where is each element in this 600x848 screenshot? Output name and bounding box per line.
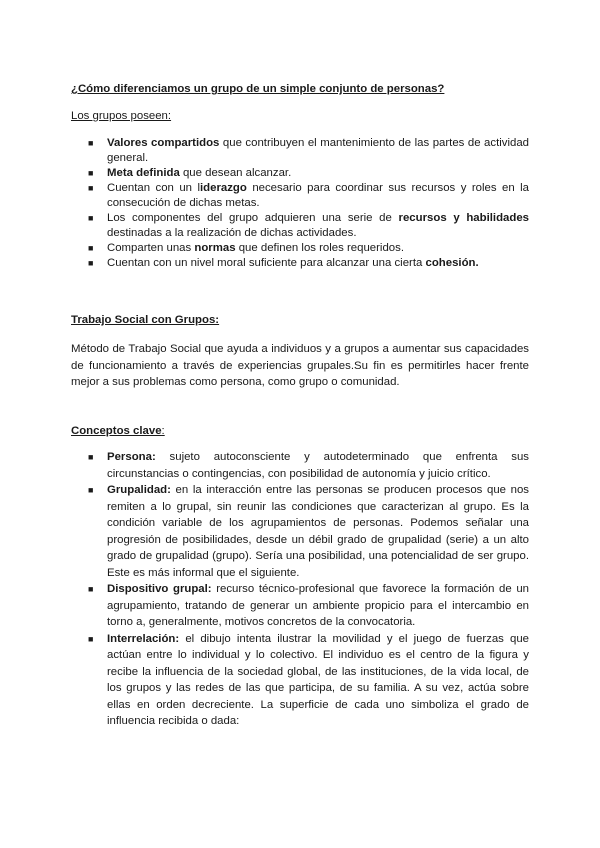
list-item [0, 181, 529, 211]
bullet-icon: ■ [88, 258, 94, 268]
list-item [0, 482, 529, 581]
item-text: sujeto autoconsciente y autodeterminado que enfrenta sus circunstancias o contingencias, con posibilidad de autonomía y juicio crítico. [107, 451, 529, 480]
item-text: Cuentan con un nivel moral suficiente para alcanzar una cierta [107, 257, 426, 269]
key-concepts-heading [71, 425, 165, 437]
groups-have-label: Los grupos poseen: [71, 110, 172, 122]
list-item [0, 241, 529, 256]
item-bold: Valores compartidos [107, 137, 220, 149]
item-text: recurso técnico-profesional que favorece la formación de un agrupamiento, tratando de generar un ambiente propicio para el intercambio en torno a, generalmente, motivos concretos de la convocatoria. [107, 583, 529, 628]
item-text: que definen los roles requeridos. [235, 242, 404, 254]
item-bold: normas [194, 242, 236, 254]
key-concepts-colon: : [161, 425, 165, 437]
item-text: destinadas a la realización de dichas actividades. [107, 227, 357, 239]
bullet-icon: ■ [88, 485, 94, 495]
item-bold: cohesión. [425, 257, 479, 269]
group-characteristics-list [0, 136, 600, 271]
item-text: Comparten unas [107, 242, 195, 254]
list-item [0, 166, 529, 181]
item-bold: Interrelación: [107, 632, 180, 645]
bullet-icon: ■ [88, 213, 94, 223]
question-heading: ¿Cómo diferenciamos un grupo de un simple conjunto de personas? [71, 83, 445, 95]
item-text: Cuentan con un l [107, 182, 201, 194]
list-item [0, 211, 529, 241]
bullet-icon: ■ [88, 138, 94, 148]
social-work-paragraph: Método de Trabajo Social que ayuda a individuos y a grupos a aumentar sus capacidades de funcionamiento a través de experiencias grupales.Su fin es permitirles hacer frente mejor a sus problemas como persona, como grupo o comunidad. [71, 343, 529, 388]
item-bold: Meta definida [107, 167, 180, 179]
key-concepts-list [0, 449, 600, 730]
item-bold: iderazgo [200, 182, 247, 194]
item-bold: Dispositivo grupal: [107, 583, 212, 595]
list-item [0, 581, 529, 631]
item-text: que contribuyen el mantenimiento de las partes de actividad general. [107, 137, 529, 164]
item-text: necesario para coordinar sus recursos y roles en la consecución de dichas metas. [107, 182, 529, 209]
item-bold: Persona: [107, 451, 156, 463]
bullet-icon: ■ [88, 183, 94, 193]
list-item [0, 256, 529, 271]
bullet-icon: ■ [88, 452, 94, 462]
bullet-icon: ■ [88, 168, 94, 178]
item-text: en la interacción entre las personas se producen procesos que nos remiten a lo grupal, sin reunir las condiciones que caracterizan al grupo. Es la condición variable de los agrupamientos de personas. Podemos señalar una progresión de posibilidades, desde un débil grado de grupalidad (serie) a un alto grado de grupalidad (grupo). Sería una posibilidad, una potencialidad de ser grupo. Este es más informal que el siguiente. [107, 484, 529, 579]
bullet-icon: ■ [88, 633, 94, 644]
list-item [0, 136, 529, 166]
item-text: Los componentes del grupo adquieren una serie de [107, 212, 399, 224]
social-work-heading: Trabajo Social con Grupos: [71, 314, 220, 326]
item-bold: Grupalidad: [107, 484, 171, 496]
item-bold: recursos y habilidades [398, 212, 530, 224]
key-concepts-title: Conceptos clave [71, 425, 162, 437]
bullet-icon: ■ [88, 584, 94, 594]
item-text: el dibujo intenta ilustrar la movilidad y el juego de fuerzas que actúan entre lo individual y lo colectivo. El individuo es el centro de la figura y recibe la influencia de la sociedad global, de las instituciones, de la vida local, de los grupos y las redes de las que participa, de su familia. A su vez, actúa sobre ellas en orden decreciente. La superficie de cada uno simboliza el grado de influencia recibida o dada: [107, 632, 529, 727]
list-item [0, 449, 529, 482]
bullet-icon: ■ [88, 243, 94, 253]
item-text: que desean alcanzar. [179, 167, 292, 179]
list-item [0, 631, 529, 730]
